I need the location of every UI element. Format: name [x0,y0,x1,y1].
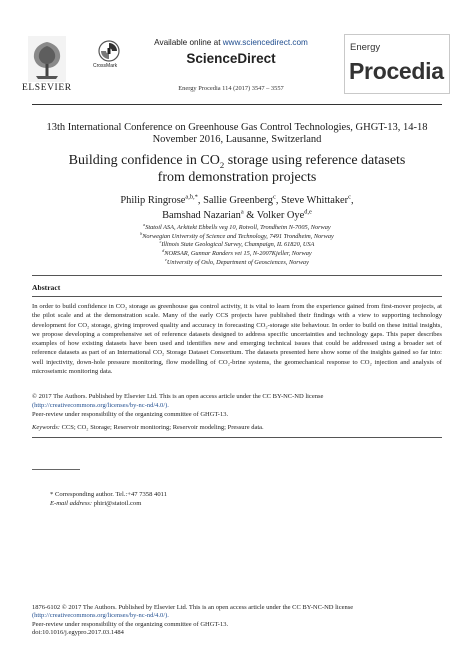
affiliation-text: Statoil ASA, Arkitekt Ebbells veg 10, Rotvoll, Trondheim N-7005, Norway [145,224,331,231]
elsevier-tree-logo [28,36,66,82]
journal-logo-big: Procedia [349,58,444,84]
paper-title [40,152,434,186]
affiliation-text: Norwegian University of Science and Technology, 7491 Trondheim, Norway [142,232,334,240]
email-label: E-mail address: [50,500,93,507]
affiliation [40,259,434,268]
affiliation-text: NORSAR, Gunnar Randers vei 15, N-2007Kjeller, Norway [164,250,312,258]
title-line2: from demonstration projects [157,170,317,185]
affiliation [40,250,434,259]
available-prefix: Available online at [154,38,223,47]
affiliation-sup: b [140,231,143,236]
footer-peer-review: Peer-review under responsibility of the organizing committee of GHGT-13. [32,620,229,628]
author: Volker Oye [256,210,305,221]
journal-logo-small: Energy [350,42,381,53]
page-footer [32,604,442,638]
footer-license-link[interactable]: (http://creativecommons.org/licenses/by-nc-nd/4.0/). [32,612,169,620]
sciencedirect-link[interactable]: www.sciencedirect.com [222,38,308,47]
keywords-label: Keywords: [32,424,60,431]
keywords-line [32,424,442,431]
keywords-text: CCS; CO₂ Storage; Reservoir monitoring; Reservoir modeling; Pressure data. [59,424,264,431]
author: Philip Ringrose [120,195,186,206]
availability-line [136,38,326,47]
header-divider [32,104,442,105]
abstract-body: In order to build confidence in CO₂ storage as greenhouse gas control activity, it is vital to learn from the experience gained from first-mover projects, at the pilot scale and at the demonstration scale. Many of the early CCS projects have published their findings with a view to supporting technology development for CO₂ storage, giving improved quality and accuracy in forecasting CO₂-storage site behaviour. In order to build on these initial insights, we propose developing a comprehensive set of reference datasets designed to address specific uncertainties and technology gaps. This paper describes examples of how existing datasets have been used and identifies new and emerging technical issues that could be addressed using a broader set of reference datasets as part of an International CO₂ Storage Dataset Consortium. The datasets presented here show some of the insights gained so far into: well injectivity, down-hole pressure monitoring, flow modelling of CO₂-brine systems, the geomechanical response to CO₂ injection and analysis of microseismic monitoring data. [32,303,442,376]
affiliation-text: University of Oslo, Department of Geosciences, Norway [166,258,309,266]
publisher-logo-text: ELSEVIER [22,83,72,93]
platform-name: ScienceDirect [186,51,276,66]
abstract-heading-rule [32,296,442,297]
author: Sallie Greenberg [203,195,273,206]
affiliation-sup: c [159,240,162,245]
affiliation-sup: a [143,222,146,227]
title-part2: storage using reference datasets [224,153,406,168]
crossmark-icon[interactable] [98,40,120,62]
author-sup: a,b,* [185,193,198,201]
affiliation [40,241,434,250]
journal-reference: Energy Procedia 114 (2017) 3547 – 3557 [178,85,284,92]
corresponding-author: * Corresponding author. Tel.:+47 7358 4011 [50,491,167,498]
abstract-bottom-rule [32,437,442,438]
affiliation [40,224,434,233]
footnote [50,490,167,508]
author: Bamshad Nazarian [162,210,241,221]
author-sup: a [240,208,244,216]
email-line [50,499,167,508]
title-part1: Building confidence in CO [68,153,220,168]
abstract-heading: Abstract [32,283,61,292]
author: Steve Whittaker [281,195,349,206]
footnote-rule [32,469,80,470]
author-sup: d,e [304,208,312,216]
footer-doi[interactable]: doi:10.1016/j.egypro.2017.03.1484 [32,629,124,637]
affiliation-sup: e [165,257,167,262]
title-subscript: 2 [219,159,225,170]
copyright-line: © 2017 The Authors. Published by Elsevier Ltd. This is an open access article under the CC BY-NC-ND license [32,393,324,400]
peer-review-line: Peer-review under responsibility of the organizing committee of GHGT-13. [32,410,229,418]
author-list: Philip Ringrose$^{a,b,*}$, Sallie Greenberg$^c$, Steve Whittaker$^c$, Bamshad Nazarian$^a$ & Volker Oye$^{d,e}$ [120,193,354,221]
affiliation-sup: d [162,249,165,254]
footer-issn-line: 1876-6102 © 2017 The Authors. Published by Elsevier Ltd. This is an open access article under the CC BY-NC-ND license [32,604,354,611]
abstract-top-rule [32,275,442,276]
crossmark-label: CrossMark [93,63,118,69]
copyright-notice [32,393,442,419]
email-address[interactable]: phiri@statoil.com [92,500,142,507]
affiliation-text: Illinois State Geological Survey, Champaign, IL 61820, USA [161,241,315,249]
author-sup: c [348,193,351,201]
license-link[interactable]: (http://creativecommons.org/licenses/by-nc-nd/4.0/). [32,401,169,409]
affiliation-list [40,224,434,268]
author-sup: c [273,193,276,201]
conference-line: 13th International Conference on Greenhouse Gas Control Technologies, GHGT-13, 14-18 November 2016, Lausanne, Switzerland [46,122,428,145]
